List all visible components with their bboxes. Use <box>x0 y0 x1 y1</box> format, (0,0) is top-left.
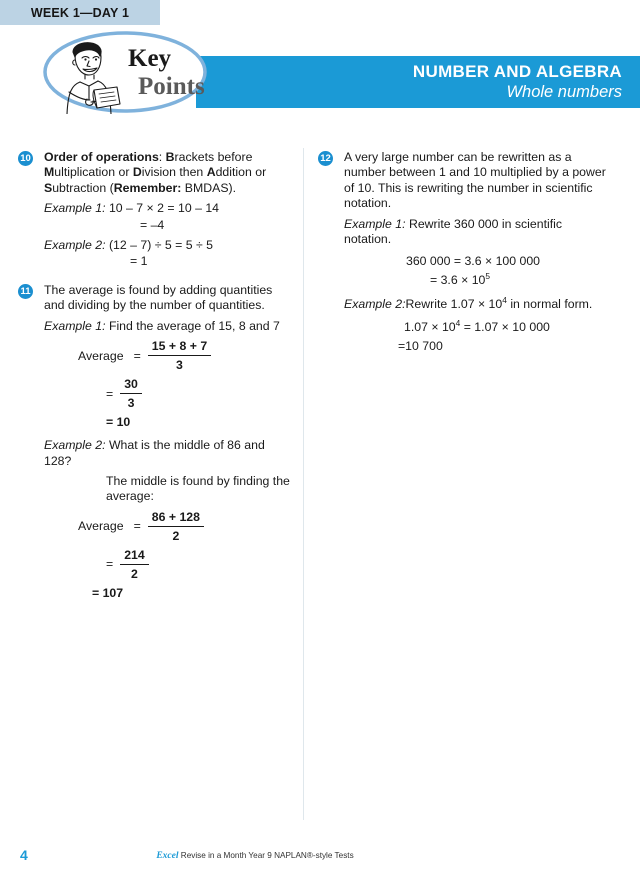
item-10-example-2 <box>44 238 290 253</box>
page-footer <box>0 847 640 867</box>
example-2-label: Example 2: <box>44 438 106 453</box>
item-11-calc-1-line-2 <box>44 376 290 411</box>
item-11-example-2-note: The middle is found by finding the average: <box>106 474 290 504</box>
calc-2-equals-2: = <box>106 557 114 572</box>
calc-2-equals-1: = <box>133 519 141 534</box>
item-10-term: Order of operations <box>44 150 159 164</box>
header-topic-subtitle: Whole numbers <box>506 83 622 101</box>
key-points-illustration <box>42 30 208 114</box>
item-badge-12: 12 <box>318 151 333 166</box>
example-1-label: Example 1: <box>44 318 106 333</box>
example-1-text: Find the average of 15, 8 and 7 <box>108 318 280 333</box>
item-11-calc-2-line-1 <box>44 509 290 544</box>
calc-1-denominator-1: 3 <box>176 358 183 373</box>
item-12-example-2: Example 2:Rewrite $1.07 \times 10^4$ in normal form. <box>344 295 593 312</box>
calc-1-denominator-2: 3 <box>127 396 135 411</box>
left-column <box>18 150 290 612</box>
calc-2-fraction-2 <box>120 547 149 582</box>
item-12-text: A very large number can be rewritten as a number between 1 and 10 multiplied by a power of 10. This is rewriting the number in scientific notation. <box>344 150 606 211</box>
footer-title: Revise in a Month Year 9 NAPLAN®-style Tests <box>178 851 354 860</box>
item-12-calc-2-line-1: $1.07 \times 10^4 = 1.07 \times 10$ 000 <box>404 317 550 334</box>
calc-1-result: = 10 <box>106 415 131 430</box>
key-points-word-key: Key <box>128 45 172 72</box>
calc-2-denominator-2: 2 <box>131 566 138 581</box>
right-column <box>318 150 608 365</box>
calc-2-result: = 107 <box>92 585 124 600</box>
item-12-calc-1-line-2: = $3.6 \times 10^5$ <box>430 271 491 288</box>
item-11-calc-2-line-2 <box>44 547 290 582</box>
item-11-example-2 <box>44 438 290 469</box>
calc-1-label: Average <box>78 348 124 363</box>
column-divider <box>303 148 304 820</box>
item-badge-11: 11 <box>18 284 33 299</box>
calc-2-label: Average <box>78 519 124 534</box>
example-1-expression: 10 – 7 × 2 = 10 – 14 <box>108 201 220 216</box>
item-11-calc-1-line-1 <box>44 338 290 373</box>
item-12-calc-2-line-2: =10 700 <box>398 338 443 353</box>
example-1-text: Rewrite 360 000 in scientific notation. <box>344 216 563 247</box>
example-1-label: Example 1: <box>44 201 106 216</box>
calc-1-fraction-2 <box>120 376 142 411</box>
calc-2-exponent: 4 <box>455 317 461 328</box>
example-2-label: Example 2: <box>344 297 406 312</box>
item-10-example-1-result: = –4 <box>140 217 165 232</box>
header-strand-title: NUMBER AND ALGEBRA <box>412 62 622 81</box>
key-point-item-10 <box>18 150 290 269</box>
example-2-text: What is the middle of 86 and 128? <box>44 438 265 468</box>
calc-2-numerator-2: 214 <box>120 547 149 565</box>
key-point-item-12 <box>318 150 608 354</box>
example-1-label: Example 1: <box>344 216 406 231</box>
example-2-expression: (12 – 7) ÷ 5 = 5 ÷ 5 <box>108 237 214 252</box>
week-day-label: WEEK 1—DAY 1 <box>30 5 130 20</box>
key-points-badge <box>42 30 208 114</box>
calc-1-numerator-1: 15 + 8 + 7 <box>148 338 211 356</box>
item-11-example-1 <box>44 319 290 334</box>
item-10-example-1 <box>44 201 290 216</box>
item-10-example-2-result: = 1 <box>130 254 148 269</box>
calc-2-numerator-1: 86 + 128 <box>148 509 204 527</box>
calc-1-equals-2: = <box>106 386 114 401</box>
footer-brand: Excel <box>156 851 179 861</box>
section-header-banner <box>196 56 640 108</box>
example-2-label: Example 2: <box>44 237 106 252</box>
item-10-text: Order of operations: Brackets before Multiplication or Division then Addition or Subtraction (Remember: BMDAS). <box>44 150 267 195</box>
footer-citation <box>0 851 640 861</box>
calc-1-exponent: 5 <box>485 271 491 282</box>
key-points-word-points: Points <box>138 73 205 100</box>
calc-1-fraction-1 <box>148 338 211 373</box>
header-text-group <box>413 61 622 103</box>
example-2-exponent: 4 <box>502 295 507 306</box>
item-11-calc-1-line-3 <box>44 414 290 430</box>
page-number: 4 <box>20 847 28 863</box>
calc-1-numerator-2: 30 <box>120 376 142 394</box>
week-day-tab <box>0 0 160 25</box>
item-11-text: The average is found by adding quantities and dividing by the number of quantities. <box>44 283 273 313</box>
calc-2-denominator-1: 2 <box>172 528 180 543</box>
calc-1-equals-1: = <box>133 348 141 363</box>
item-12-calc-1-line-1: 360 000 = 3.6 × 100 000 <box>406 254 541 269</box>
item-badge-10: 10 <box>18 151 33 166</box>
item-12-example-1 <box>344 217 608 248</box>
calc-2-fraction-1 <box>148 509 204 544</box>
key-point-item-11 <box>18 283 290 601</box>
item-11-calc-2-line-3 <box>44 585 290 601</box>
